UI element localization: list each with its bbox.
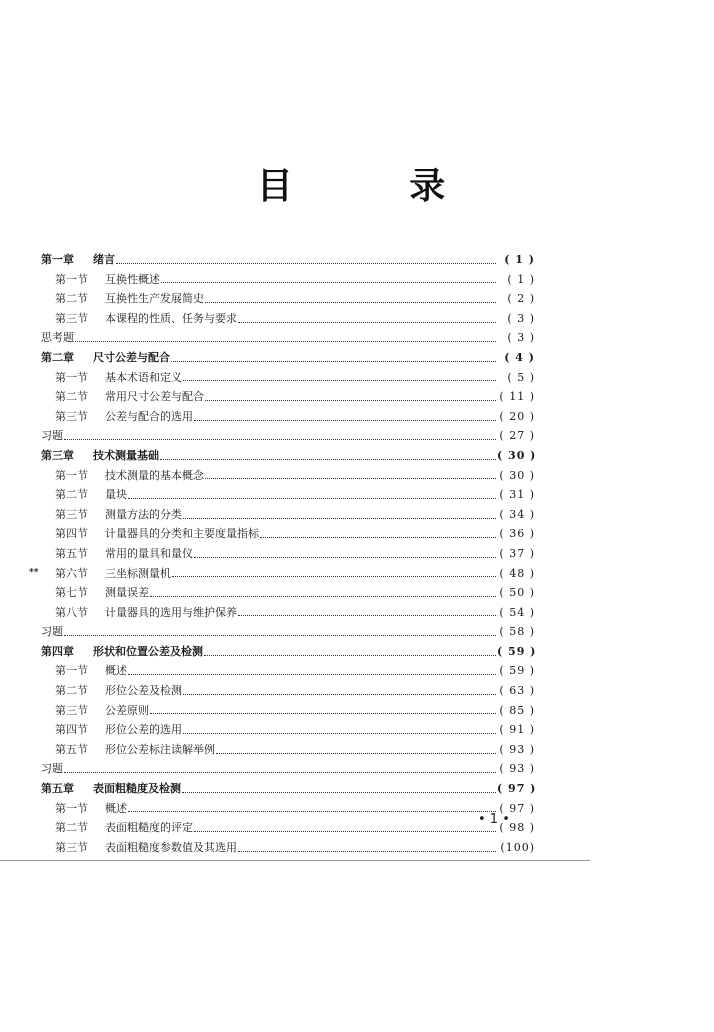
table-of-contents bbox=[29, 250, 537, 857]
toc-page-number: ( 30 ) bbox=[497, 448, 537, 462]
toc-label bbox=[55, 583, 149, 603]
toc-entry-section bbox=[41, 387, 535, 407]
toc-page-number: ( 20 ) bbox=[499, 409, 535, 423]
toc-entry-chapter bbox=[41, 446, 535, 466]
toc-label bbox=[55, 368, 182, 388]
toc-title: 形状和位置公差及检测 bbox=[93, 644, 203, 658]
dot-leader bbox=[150, 595, 496, 597]
toc-entry-section bbox=[41, 309, 535, 329]
toc-number: 第五节 bbox=[55, 546, 88, 560]
toc-page-number: ( 4 ) bbox=[504, 350, 535, 364]
toc-label bbox=[55, 838, 237, 858]
toc-number: 第二节 bbox=[55, 821, 88, 835]
toc-title: 习题 bbox=[41, 625, 63, 639]
toc-page-number: ( 93 ) bbox=[499, 742, 535, 756]
toc-label bbox=[55, 564, 171, 584]
toc-title: 计量器具的选用与维护保养 bbox=[105, 605, 237, 619]
toc-entry-section bbox=[41, 524, 535, 544]
toc-label bbox=[55, 799, 127, 819]
toc-title: 公差与配合的选用 bbox=[105, 409, 193, 423]
dot-leader bbox=[238, 614, 496, 616]
toc-page-number: ( 31 ) bbox=[499, 488, 535, 502]
toc-page-number: ( 30 ) bbox=[499, 468, 535, 482]
toc-number: 第二节 bbox=[55, 684, 88, 698]
toc-entry-exercise bbox=[41, 622, 535, 642]
toc-label bbox=[55, 603, 237, 623]
toc-page-number: ( 85 ) bbox=[499, 703, 535, 717]
toc-title: 三坐标测量机 bbox=[105, 566, 171, 580]
toc-title: 基本术语和定义 bbox=[105, 370, 182, 384]
dot-leader bbox=[64, 634, 496, 636]
toc-page-number: ( 1 ) bbox=[507, 272, 535, 286]
toc-page-number: ( 91 ) bbox=[499, 723, 535, 737]
toc-title: 思考题 bbox=[41, 331, 74, 345]
toc-entry-chapter bbox=[41, 779, 535, 799]
toc-label bbox=[41, 328, 74, 348]
toc-entry-chapter bbox=[41, 348, 535, 368]
toc-page-number: ( 27 ) bbox=[499, 429, 535, 443]
toc-page-number: ( 34 ) bbox=[499, 507, 535, 521]
toc-label bbox=[55, 681, 182, 701]
toc-label bbox=[55, 505, 182, 525]
toc-number: 第二节 bbox=[55, 292, 88, 306]
toc-label bbox=[55, 818, 193, 838]
toc-page-number: ( 93 ) bbox=[499, 762, 535, 776]
toc-label bbox=[55, 701, 149, 721]
toc-entry-section bbox=[41, 799, 535, 819]
toc-entry-section bbox=[41, 289, 535, 309]
dot-leader bbox=[116, 262, 496, 264]
toc-number: 第二节 bbox=[55, 488, 88, 502]
toc-entry-chapter bbox=[41, 642, 535, 662]
toc-label bbox=[41, 426, 63, 446]
toc-page-number: ( 63 ) bbox=[499, 684, 535, 698]
toc-page-number: ( 59 ) bbox=[497, 644, 537, 658]
toc-entry-exercise bbox=[41, 328, 535, 348]
dot-leader bbox=[204, 654, 496, 656]
toc-title: 习题 bbox=[41, 762, 63, 776]
toc-title: 表面粗糙度参数值及其选用 bbox=[105, 840, 237, 854]
dot-leader bbox=[160, 458, 496, 460]
divider-line bbox=[0, 860, 590, 861]
toc-number: 第三章 bbox=[41, 448, 74, 462]
toc-page-number: ( 3 ) bbox=[507, 311, 535, 325]
dot-leader bbox=[128, 673, 496, 675]
dot-leader bbox=[183, 379, 496, 381]
toc-label bbox=[55, 661, 127, 681]
optional-section-mark: ** bbox=[29, 567, 39, 578]
toc-number: 第一节 bbox=[55, 664, 88, 678]
toc-entry-section bbox=[41, 838, 535, 858]
toc-title: 测量方法的分类 bbox=[105, 507, 182, 521]
toc-number: 第二节 bbox=[55, 390, 88, 404]
toc-number: 第五节 bbox=[55, 742, 88, 756]
toc-title: 技术测量的基本概念 bbox=[105, 468, 204, 482]
dot-leader bbox=[205, 477, 496, 479]
toc-number: 第一节 bbox=[55, 801, 88, 815]
toc-entry-chapter bbox=[41, 250, 535, 270]
toc-label bbox=[55, 544, 193, 564]
toc-label bbox=[41, 642, 203, 662]
toc-title: 习题 bbox=[41, 429, 63, 443]
toc-title: 技术测量基础 bbox=[93, 448, 159, 462]
toc-number: 第一节 bbox=[55, 370, 88, 384]
toc-page-number: ( 2 ) bbox=[507, 292, 535, 306]
toc-label bbox=[55, 289, 204, 309]
toc-label bbox=[55, 720, 182, 740]
toc-number: 第三节 bbox=[55, 703, 88, 717]
toc-number: 第四章 bbox=[41, 644, 74, 658]
toc-title: 概述 bbox=[105, 664, 127, 678]
toc-number: 第一节 bbox=[55, 468, 88, 482]
toc-entry-section bbox=[41, 661, 535, 681]
toc-entry-section bbox=[41, 740, 535, 760]
toc-number: 第八节 bbox=[55, 605, 88, 619]
toc-title: 形位公差及检测 bbox=[105, 684, 182, 698]
toc-title: 本课程的性质、任务与要求 bbox=[105, 311, 237, 325]
toc-number: 第三节 bbox=[55, 840, 88, 854]
toc-label bbox=[55, 485, 127, 505]
toc-page-number: ( 5 ) bbox=[507, 370, 535, 384]
toc-page-number: ( 97 ) bbox=[497, 782, 537, 796]
toc-entry-exercise bbox=[41, 426, 535, 446]
toc-number: 第七节 bbox=[55, 586, 88, 600]
page-number: • 1 • bbox=[478, 812, 510, 827]
toc-label bbox=[55, 309, 237, 329]
dot-leader bbox=[128, 497, 496, 499]
toc-label bbox=[41, 779, 181, 799]
toc-page-number: ( 1 ) bbox=[504, 253, 535, 266]
toc-title: 常用尺寸公差与配合 bbox=[105, 390, 204, 404]
toc-number: 第四节 bbox=[55, 527, 88, 541]
toc-number: 第四节 bbox=[55, 723, 88, 737]
toc-entry-section bbox=[41, 485, 535, 505]
page-title: 目 录 bbox=[256, 166, 498, 207]
toc-page-number: ( 97 ) bbox=[499, 801, 535, 815]
toc-label bbox=[55, 387, 204, 407]
toc-label bbox=[41, 759, 63, 779]
dot-leader bbox=[194, 830, 496, 832]
toc-title: 互换性生产发展简史 bbox=[105, 292, 204, 306]
dot-leader bbox=[172, 575, 496, 577]
toc-entry-section bbox=[41, 505, 535, 525]
toc-page-number: (100) bbox=[500, 840, 535, 854]
toc-page-number: ( 37 ) bbox=[499, 546, 535, 560]
toc-number: 第一节 bbox=[55, 272, 88, 286]
dot-leader bbox=[150, 712, 496, 714]
toc-title: 表面粗糙度的评定 bbox=[105, 821, 193, 835]
toc-title: 常用的量具和量仪 bbox=[105, 546, 193, 560]
toc-label bbox=[55, 270, 160, 290]
dot-leader bbox=[260, 536, 496, 538]
toc-title: 公差原则 bbox=[105, 703, 149, 717]
toc-label bbox=[55, 407, 193, 427]
toc-title: 形位公差的选用 bbox=[105, 723, 182, 737]
dot-leader bbox=[171, 360, 496, 362]
toc-title: 概述 bbox=[105, 801, 127, 815]
toc-title: 互换性概述 bbox=[105, 272, 160, 286]
toc-title: 表面粗糙度及检测 bbox=[93, 782, 181, 796]
toc-entry-section bbox=[41, 583, 535, 603]
toc-number: 第三节 bbox=[55, 409, 88, 423]
toc-number: 第二章 bbox=[41, 350, 74, 364]
toc-label bbox=[41, 622, 63, 642]
toc-number: 第六节 bbox=[55, 566, 88, 580]
toc-page-number: ( 48 ) bbox=[499, 566, 535, 580]
toc-entry-section bbox=[41, 701, 535, 721]
toc-label bbox=[55, 740, 215, 760]
dot-leader bbox=[128, 810, 496, 812]
dot-leader bbox=[183, 517, 496, 519]
toc-page-number: ( 50 ) bbox=[499, 586, 535, 600]
dot-leader bbox=[238, 321, 496, 323]
dot-leader bbox=[205, 301, 496, 303]
toc-number: 第三节 bbox=[55, 311, 88, 325]
dot-leader bbox=[238, 850, 496, 852]
toc-page-number: ( 11 ) bbox=[499, 390, 535, 404]
toc-page-number: ( 3 ) bbox=[507, 331, 535, 345]
dot-leader bbox=[205, 399, 496, 401]
toc-entry-section bbox=[41, 270, 535, 290]
dot-leader bbox=[183, 732, 496, 734]
toc-title: 量块 bbox=[105, 488, 127, 502]
toc-page-number: ( 98 ) bbox=[499, 821, 535, 835]
toc-entry-section bbox=[29, 564, 535, 584]
toc-title: 绪言 bbox=[93, 253, 115, 266]
toc-title: 形位公差标注读解举例 bbox=[105, 742, 215, 756]
toc-entry-section bbox=[41, 603, 535, 623]
dot-leader bbox=[194, 419, 496, 421]
toc-title: 计量器具的分类和主要度量指标 bbox=[105, 527, 259, 541]
toc-entry-section bbox=[41, 681, 535, 701]
toc-entry-section bbox=[41, 544, 535, 564]
toc-number: 第一章 bbox=[41, 253, 74, 266]
dot-leader bbox=[183, 693, 496, 695]
toc-label bbox=[55, 524, 259, 544]
dot-leader bbox=[64, 438, 496, 440]
toc-entry-section bbox=[41, 720, 535, 740]
dot-leader bbox=[75, 340, 496, 342]
toc-entry-section bbox=[41, 818, 535, 838]
toc-page-number: ( 54 ) bbox=[499, 605, 535, 619]
toc-label bbox=[41, 250, 115, 270]
dot-leader bbox=[182, 791, 496, 793]
toc-page-number: ( 36 ) bbox=[499, 527, 535, 541]
toc-page-number: ( 58 ) bbox=[499, 625, 535, 639]
dot-leader bbox=[216, 752, 496, 754]
toc-entry-exercise bbox=[41, 759, 535, 779]
dot-leader bbox=[64, 771, 496, 773]
toc-entry-section bbox=[41, 407, 535, 427]
toc-label bbox=[41, 446, 159, 466]
toc-title: 测量误差 bbox=[105, 586, 149, 600]
toc-label bbox=[55, 466, 204, 486]
toc-page-number: ( 59 ) bbox=[499, 664, 535, 678]
toc-number: 第三节 bbox=[55, 507, 88, 521]
dot-leader bbox=[161, 281, 496, 283]
toc-number: 第五章 bbox=[41, 782, 74, 796]
toc-entry-section bbox=[41, 368, 535, 388]
toc-entry-section bbox=[41, 466, 535, 486]
dot-leader bbox=[194, 556, 496, 558]
toc-title: 尺寸公差与配合 bbox=[93, 350, 170, 364]
toc-label bbox=[41, 348, 170, 368]
